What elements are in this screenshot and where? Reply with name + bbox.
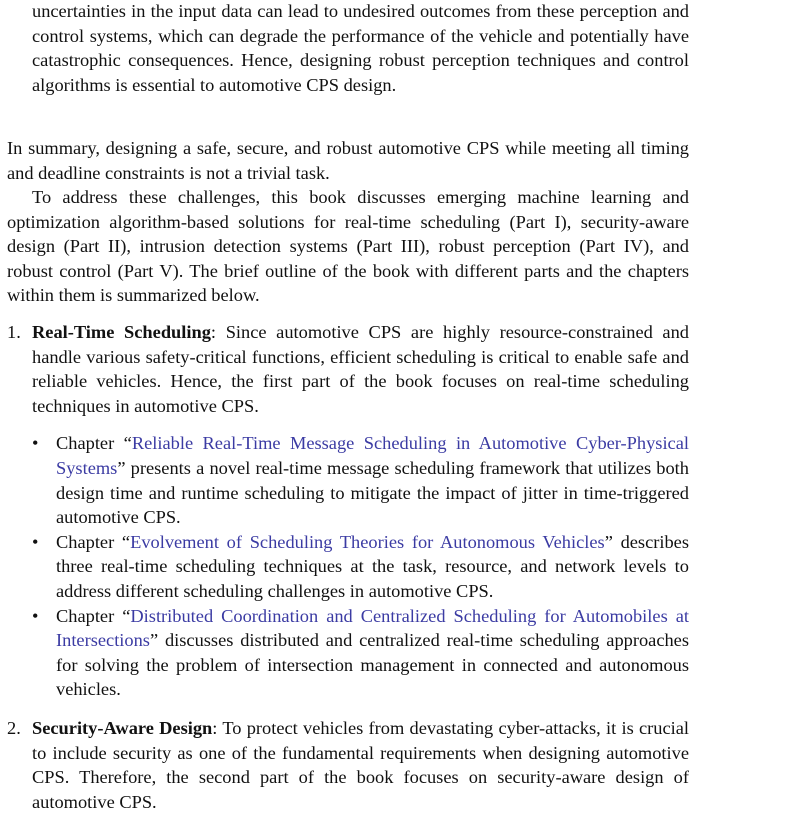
chapter-link[interactable]: Distributed Coordination and Centralized Scheduling for Automobiles at Intersections — [56, 605, 689, 651]
chapter-prefix: Chapter “ — [56, 531, 131, 552]
list-item-body — [32, 716, 689, 814]
list-item-number: 2. — [7, 718, 21, 738]
bullet-icon: • — [32, 433, 39, 454]
list-item-text: Since automotive CPS are highly resource-constrained and handle various safety-critical functions, efficient scheduling is critical to enable safe and reliable vehicles. Hence, the first part of the book focuses on real-time scheduling techniques in automotive CPS. — [32, 322, 689, 416]
chapter-description: ” discusses distributed and centralized real-time scheduling approaches for solving the problem of intersection management in connected and autonomous vehicles. — [56, 630, 689, 700]
list-item-colon: : — [210, 322, 217, 342]
chapter-description: ” presents a novel real-time message scheduling framework that utilizes both design time and runtime scheduling to mitigate the impact of jitter in time-triggered automotive CPS. — [56, 457, 689, 528]
list-item-body — [32, 320, 689, 702]
outline-paragraph: To address these challenges, this book discusses emerging machine learning and optimization algorithm-based solutions for real-time scheduling (Part I), security-aware design (Part II), intrusion detection systems (Part III), robust perception (Part IV), and robust control (Part V). The brief outline of the book with different parts and the chapters within them is summarized below. — [7, 187, 689, 306]
intro-paragraph: uncertainties in the input data can lead to undesired outcomes from these perception and control systems, which can degrade the performance of the vehicle and potentially have catastrophic consequences. Hence, designing robust perception techniques and control algorithms is essential to automotive CPS design. — [32, 1, 689, 95]
list-item-colon: : — [212, 718, 218, 738]
bullet-icon: • — [32, 605, 39, 626]
summary-paragraph: In summary, designing a safe, secure, and robust automotive CPS while meeting all timing and deadline constraints is not a trivial task. — [7, 138, 689, 183]
chapter-prefix: Chapter “ — [56, 433, 132, 454]
chapter-item — [32, 431, 689, 529]
chapter-item — [32, 530, 689, 604]
list-item-text: To protect vehicles from devastating cyber-attacks, it is crucial to include security as one of the fundamental requirements when designing automotive CPS. Therefore, the second part of the book focuses on security-aware design of automotive CPS. — [32, 718, 689, 812]
list-item-security-aware-design — [7, 716, 689, 814]
chapter-description: ” describes three real-time scheduling techniques at the task, resource, and network levels to address different scheduling challenges in automotive CPS. — [56, 531, 689, 601]
list-item-number: 1. — [7, 322, 21, 342]
list-item-title: Real-Time Scheduling — [32, 322, 211, 342]
list-item-real-time-scheduling — [7, 320, 689, 702]
chapter-link[interactable]: Reliable Real-Time Message Scheduling in Automotive Cyber-Physical Systems — [56, 433, 689, 478]
chapter-list — [32, 431, 689, 702]
list-item-title: Security-Aware Design — [32, 718, 213, 738]
chapter-link[interactable]: Evolvement of Scheduling Theories for Autonomous Vehicles — [130, 531, 605, 552]
bullet-icon: • — [32, 531, 39, 552]
chapter-prefix: Chapter “ — [56, 605, 131, 626]
chapter-item — [32, 604, 689, 702]
